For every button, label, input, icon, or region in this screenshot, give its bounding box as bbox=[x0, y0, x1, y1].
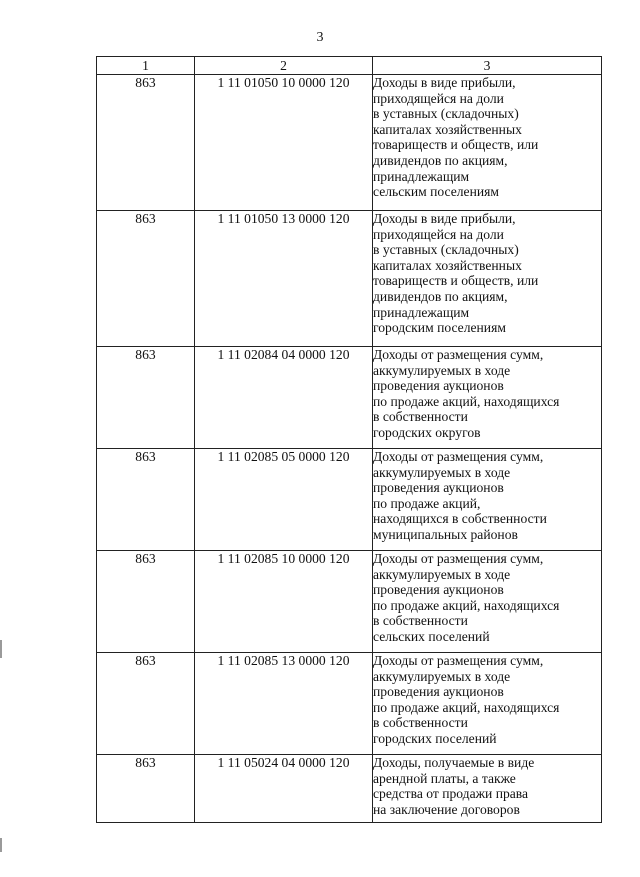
description-line: по продаже акций, bbox=[373, 495, 481, 511]
table-header bbox=[97, 57, 602, 75]
description-line: товариществ и обществ, или bbox=[373, 137, 539, 153]
description-line: приходящейся на доли bbox=[373, 226, 504, 242]
description-line: по продаже акций, находящихся bbox=[373, 597, 560, 613]
admin-code-cell: 863 bbox=[97, 551, 195, 653]
income-description-cell bbox=[373, 653, 602, 755]
description-line: дивидендов по акциям, bbox=[373, 152, 508, 168]
income-description-cell bbox=[373, 347, 602, 449]
description-line: на заключение договоров bbox=[373, 801, 520, 817]
description-line: муниципальных районов bbox=[373, 526, 518, 542]
admin-code-cell: 863 bbox=[97, 449, 195, 551]
budget-codes-table bbox=[96, 56, 602, 823]
table-body bbox=[97, 75, 602, 823]
description-line: принадлежащим bbox=[373, 168, 470, 184]
table-row bbox=[97, 551, 602, 653]
admin-code-cell: 863 bbox=[97, 347, 195, 449]
column-header-3: 3 bbox=[373, 57, 602, 75]
description-line: капиталах хозяйственных bbox=[373, 257, 522, 273]
description-line: средства от продажи права bbox=[373, 786, 529, 802]
description-line: Доходы от размещения сумм, bbox=[373, 347, 544, 362]
description-line: находящихся в собственности bbox=[373, 511, 547, 527]
column-header-2: 2 bbox=[195, 57, 373, 75]
description-line: арендной платы, а также bbox=[373, 770, 516, 786]
description-line: по продаже акций, находящихся bbox=[373, 393, 560, 409]
table-row bbox=[97, 653, 602, 755]
description-line: проведения аукционов bbox=[373, 378, 504, 394]
budget-classification-code-cell: 1 11 01050 13 0000 120 bbox=[195, 211, 373, 347]
page-number: 3 bbox=[316, 30, 324, 45]
description-line: проведения аукционов bbox=[373, 480, 504, 496]
description-line: аккумулируемых в ходе bbox=[373, 362, 511, 378]
description-line: в уставных (складочных) bbox=[373, 106, 519, 122]
table-row bbox=[97, 347, 602, 449]
description-line: по продаже акций, находящихся bbox=[373, 699, 560, 715]
budget-classification-code-cell: 1 11 01050 10 0000 120 bbox=[195, 75, 373, 211]
description-line: Доходы в виде прибыли, bbox=[373, 75, 516, 90]
description-line: Доходы от размещения сумм, bbox=[373, 551, 544, 566]
description-line: аккумулируемых в ходе bbox=[373, 464, 511, 480]
income-description-cell bbox=[373, 211, 602, 347]
description-line: сельским поселениям bbox=[373, 184, 499, 200]
budget-classification-code-cell: 1 11 02085 10 0000 120 bbox=[195, 551, 373, 653]
table-row bbox=[97, 755, 602, 823]
description-line: сельских поселений bbox=[373, 628, 490, 644]
description-line: в уставных (складочных) bbox=[373, 242, 519, 258]
income-description-cell bbox=[373, 755, 602, 823]
description-line: аккумулируемых в ходе bbox=[373, 566, 511, 582]
description-line: проведения аукционов bbox=[373, 684, 504, 700]
description-line: принадлежащим bbox=[373, 304, 470, 320]
description-line: аккумулируемых в ходе bbox=[373, 668, 511, 684]
budget-classification-code-cell: 1 11 02085 13 0000 120 bbox=[195, 653, 373, 755]
column-header-1: 1 bbox=[97, 57, 195, 75]
income-description-cell bbox=[373, 449, 602, 551]
table-row bbox=[97, 75, 602, 211]
admin-code-cell: 863 bbox=[97, 755, 195, 823]
income-description-cell bbox=[373, 75, 602, 211]
description-line: приходящейся на доли bbox=[373, 90, 504, 106]
description-line: Доходы от размещения сумм, bbox=[373, 449, 544, 464]
scan-edge-mark bbox=[0, 838, 2, 852]
description-line: в собственности bbox=[373, 613, 468, 629]
table-row bbox=[97, 211, 602, 347]
description-line: городским поселениям bbox=[373, 320, 506, 336]
admin-code-cell: 863 bbox=[97, 653, 195, 755]
admin-code-cell: 863 bbox=[97, 211, 195, 347]
budget-classification-code-cell: 1 11 02084 04 0000 120 bbox=[195, 347, 373, 449]
description-line: Доходы в виде прибыли, bbox=[373, 211, 516, 226]
description-line: дивидендов по акциям, bbox=[373, 288, 508, 304]
scan-edge-mark bbox=[0, 640, 2, 658]
table-row bbox=[97, 449, 602, 551]
description-line: городских округов bbox=[373, 424, 481, 440]
description-line: капиталах хозяйственных bbox=[373, 121, 522, 137]
description-line: городских поселений bbox=[373, 730, 497, 746]
description-line: в собственности bbox=[373, 715, 468, 731]
description-line: проведения аукционов bbox=[373, 582, 504, 598]
budget-classification-code-cell: 1 11 05024 04 0000 120 bbox=[195, 755, 373, 823]
description-line: в собственности bbox=[373, 409, 468, 425]
description-line: Доходы, получаемые в виде bbox=[373, 755, 535, 770]
header-row bbox=[97, 57, 602, 75]
income-description-cell bbox=[373, 551, 602, 653]
admin-code-cell: 863 bbox=[97, 75, 195, 211]
description-line: товариществ и обществ, или bbox=[373, 273, 539, 289]
description-line: Доходы от размещения сумм, bbox=[373, 653, 544, 668]
budget-classification-code-cell: 1 11 02085 05 0000 120 bbox=[195, 449, 373, 551]
